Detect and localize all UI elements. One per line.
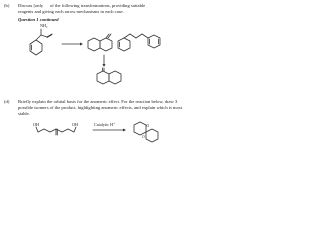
- right-product-structure: [118, 34, 160, 51]
- part-b-line1: Discuss [only: [18, 3, 44, 8]
- amine-group-label: NH₂: [40, 23, 48, 28]
- arrow-1-head: [80, 43, 83, 46]
- part-d-marker: (d): [4, 99, 10, 104]
- part-d-line1: Briefly explain the orbital basis for the anomeric effect. For the reaction below, draw 3: [18, 99, 178, 104]
- diol-ketone-structure: [33, 122, 78, 135]
- reagent-text: Catalytic H: [94, 122, 114, 127]
- spiroketal-product-structure: [134, 122, 158, 142]
- exam-page: [0, 0, 200, 145]
- part-b-line1-continued: of the following transformations, providing suitable: [50, 3, 146, 8]
- reagent-superscript: +: [113, 121, 115, 126]
- part-d-line2: possible isomers of the product, highlighting anomeric effects, and explain which is most: [18, 105, 182, 110]
- part-b-line2: reagents and giving each arrow mechanisms in each case.: [18, 9, 124, 14]
- product-oxygen-1: O: [146, 124, 150, 128]
- arrow-2-head: [103, 64, 106, 67]
- right-hydroxyl-label: OH: [72, 122, 79, 127]
- part-b-marker: (b): [4, 3, 10, 8]
- intermediate-structure: [88, 34, 112, 51]
- question-continued-heading: Question 1 continued: [18, 17, 59, 22]
- reagent-label: [94, 122, 115, 128]
- starting-material-structure: [30, 23, 52, 55]
- part-d-line3: stable.: [18, 111, 30, 116]
- reaction-scheme-2: [0, 117, 200, 145]
- product-oxygen-2: O: [142, 135, 145, 139]
- reaction-scheme-1: [0, 22, 200, 92]
- bottom-product-structure: [97, 68, 121, 84]
- arrow-3-head: [123, 129, 126, 132]
- left-hydroxyl-label: OH: [33, 122, 40, 127]
